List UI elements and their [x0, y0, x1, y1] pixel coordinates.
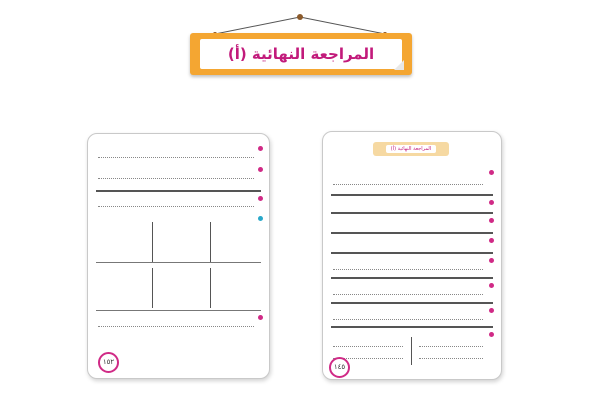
divider: [333, 319, 483, 320]
page-curl-icon: [394, 60, 404, 70]
section-rule: [331, 252, 493, 254]
bullet-icon: [258, 315, 263, 320]
section-rule: [331, 277, 493, 279]
page-number-badge: ١٥٢: [98, 352, 119, 373]
divider: [333, 269, 483, 270]
bullet-icon: [489, 308, 494, 313]
divider: [419, 346, 483, 347]
bullet-icon: [489, 238, 494, 243]
banner-title: المراجعة النهائية (أ): [227, 45, 375, 63]
bullet-icon: [258, 146, 263, 151]
grid-rule: [96, 262, 261, 263]
bullet-icon: [489, 283, 494, 288]
right-page-thumbnail: [322, 131, 502, 380]
left-page-thumbnail: [87, 133, 270, 379]
section-header: [373, 142, 449, 156]
divider: [98, 178, 254, 179]
bullet-icon: [489, 332, 494, 337]
bullet-icon: [258, 167, 263, 172]
section-rule: [96, 190, 261, 192]
grid-rule: [96, 310, 261, 311]
bullet-icon: [489, 258, 494, 263]
bullet-icon: [489, 218, 494, 223]
column-divider: [210, 222, 211, 262]
divider: [98, 206, 254, 207]
divider: [333, 184, 483, 185]
column-divider: [411, 337, 412, 365]
banner-paper: [200, 39, 402, 69]
bullet-icon: [258, 196, 263, 201]
section-header-title: المراجعة النهائية (أ): [386, 145, 436, 153]
bullet-icon: [489, 170, 494, 175]
bullet-icon: [489, 200, 494, 205]
column-divider: [152, 222, 153, 262]
section-rule: [331, 194, 493, 196]
divider: [419, 358, 483, 359]
divider: [333, 346, 403, 347]
section-rule: [331, 232, 493, 234]
section-rule: [331, 302, 493, 304]
divider: [98, 326, 254, 327]
divider: [333, 294, 483, 295]
page-number-badge: ١٤٥: [329, 357, 350, 378]
title-banner: [190, 33, 412, 75]
column-divider: [152, 268, 153, 308]
bullet-icon: [258, 216, 263, 221]
column-divider: [210, 268, 211, 308]
section-rule: [331, 212, 493, 214]
section-rule: [331, 326, 493, 328]
divider: [98, 157, 254, 158]
